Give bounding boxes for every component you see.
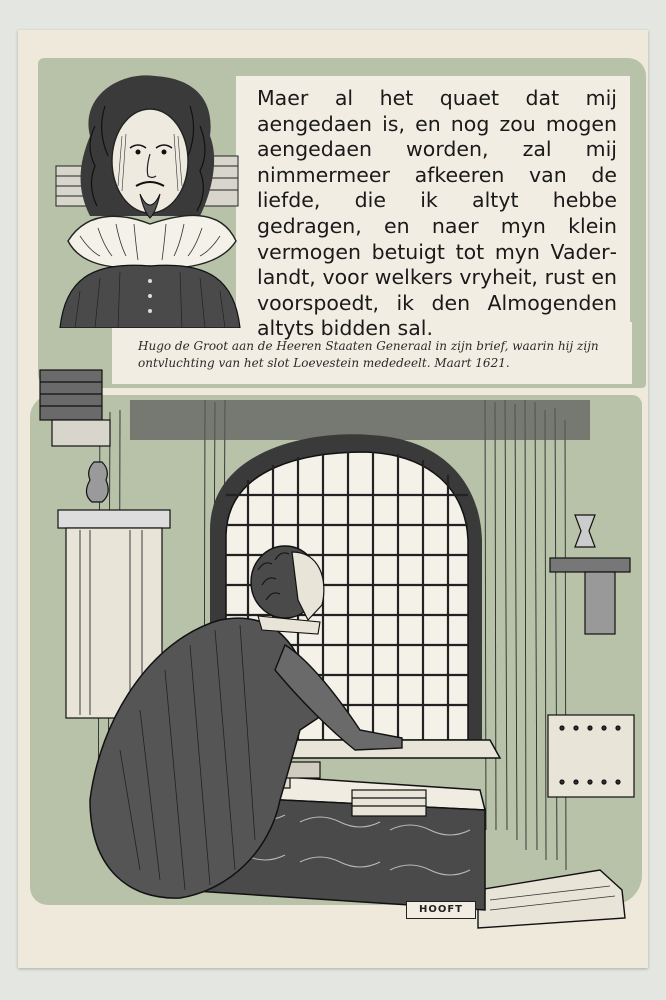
escape-scene-illustration	[30, 330, 642, 930]
artist-signature: HOOFT	[406, 901, 476, 919]
quote-text: Maer al het quaet dat mij aengedaen is, en nog zou mogen aengedaen worden, zal mij nimmermeer afkeeren van de liefde, die ik altyt hebbe gedragen, en naer myn klein vermogen betuigt tot myn Vaderlandt, voor welkers vryheit, rust en voorspoedt, ik den Almogenden altyts bidden sal.	[257, 86, 617, 341]
portrait-illustration	[50, 66, 246, 328]
quote-attribution: Hugo de Groot aan de Heeren Staaten Generaal in zijn brief, waarin hij zijn ontvluchting van het slot Loevestein mededeelt. Maart 1621.	[138, 339, 599, 370]
